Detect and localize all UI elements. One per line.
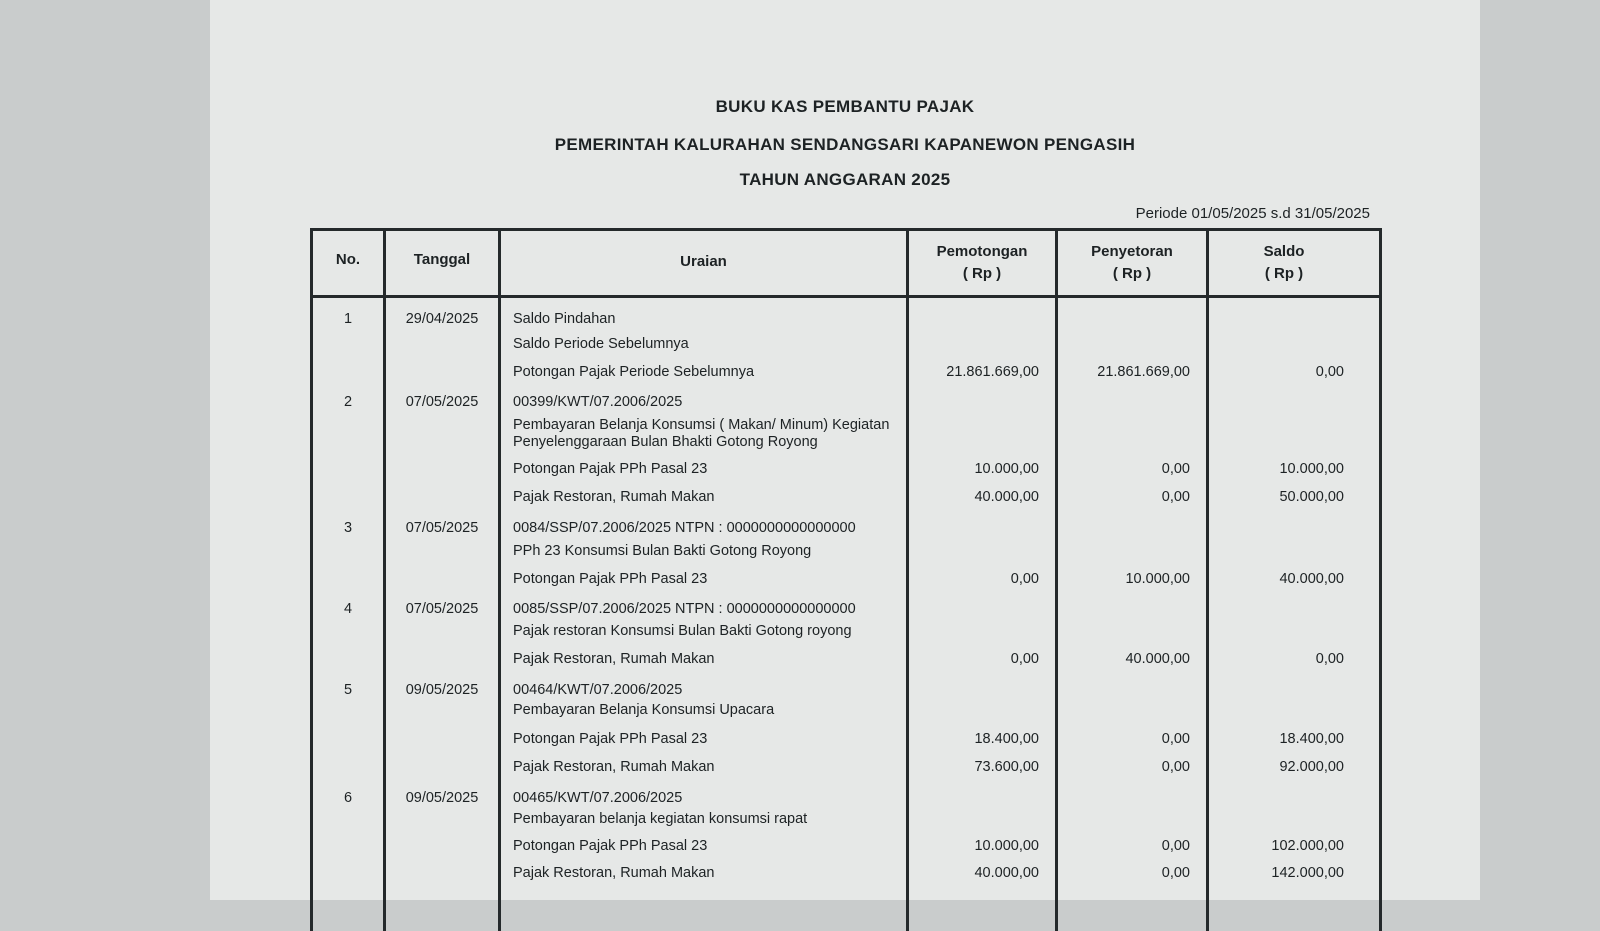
cell-penyetoran: 0,00 bbox=[1161, 838, 1190, 854]
col-header-saldo-unit: ( Rp ) bbox=[1264, 265, 1304, 282]
cell-uraian: 0084/SSP/07.2006/2025 NTPN : 0000000000000000 bbox=[513, 520, 856, 536]
cell-no: 2 bbox=[343, 394, 353, 410]
cell-uraian: 00399/KWT/07.2006/2025 bbox=[513, 394, 683, 410]
cell-uraian: 0085/SSP/07.2006/2025 NTPN : 0000000000000000 bbox=[513, 601, 856, 617]
cell-pemotongan: 0,00 bbox=[1010, 651, 1039, 667]
cell-saldo: 40.000,00 bbox=[1279, 571, 1344, 587]
document-fiscal-year: TAHUN ANGGARAN 2025 bbox=[739, 170, 951, 189]
cell-no: 3 bbox=[343, 520, 353, 536]
col-header-pemotongan-unit: ( Rp ) bbox=[962, 265, 1002, 282]
cell-penyetoran: 0,00 bbox=[1161, 461, 1190, 477]
cell-uraian: Penyelenggaraan Bulan Bhakti Gotong Royong bbox=[513, 434, 818, 450]
cell-pemotongan: 40.000,00 bbox=[974, 865, 1039, 881]
cell-uraian: Potongan Pajak Periode Sebelumnya bbox=[513, 364, 755, 380]
cell-uraian: Pajak Restoran, Rumah Makan bbox=[513, 865, 715, 881]
column-divider bbox=[383, 231, 386, 931]
cell-pemotongan: 21.861.669,00 bbox=[946, 364, 1039, 380]
cell-tanggal: 07/05/2025 bbox=[405, 394, 479, 410]
cell-tanggal: 07/05/2025 bbox=[405, 520, 479, 536]
cell-penyetoran: 0,00 bbox=[1161, 759, 1190, 775]
cell-penyetoran: 21.861.669,00 bbox=[1097, 364, 1190, 380]
cell-uraian: Potongan Pajak PPh Pasal 23 bbox=[513, 838, 708, 854]
document-title: BUKU KAS PEMBANTU PAJAK bbox=[715, 97, 975, 116]
cell-pemotongan: 10.000,00 bbox=[974, 461, 1039, 477]
cell-uraian: 00465/KWT/07.2006/2025 bbox=[513, 790, 683, 806]
document-subtitle: PEMERINTAH KALURAHAN SENDANGSARI KAPANEWON PENGASIH bbox=[554, 135, 1136, 154]
cell-saldo: 50.000,00 bbox=[1279, 489, 1344, 505]
col-header-uraian: Uraian bbox=[680, 253, 727, 270]
col-header-pemotongan: Pemotongan bbox=[936, 243, 1028, 260]
cell-penyetoran: 0,00 bbox=[1161, 865, 1190, 881]
cell-uraian: Pajak Restoran, Rumah Makan bbox=[513, 651, 715, 667]
cell-penyetoran: 0,00 bbox=[1161, 731, 1190, 747]
cell-saldo: 92.000,00 bbox=[1279, 759, 1344, 775]
cell-pemotongan: 18.400,00 bbox=[974, 731, 1039, 747]
cell-saldo: 0,00 bbox=[1315, 651, 1344, 667]
col-header-tanggal: Tanggal bbox=[413, 251, 471, 268]
cell-saldo: 102.000,00 bbox=[1271, 838, 1344, 854]
col-header-saldo: Saldo bbox=[1263, 243, 1305, 260]
cell-uraian: PPh 23 Konsumsi Bulan Bakti Gotong Royong bbox=[513, 543, 812, 559]
cell-saldo: 0,00 bbox=[1315, 364, 1344, 380]
cell-uraian: Saldo Pindahan bbox=[513, 311, 616, 327]
cell-uraian: Pembayaran Belanja Konsumsi ( Makan/ Minum) Kegiatan bbox=[513, 417, 890, 433]
cell-no: 4 bbox=[343, 601, 353, 617]
cell-saldo: 18.400,00 bbox=[1279, 731, 1344, 747]
cell-penyetoran: 40.000,00 bbox=[1125, 651, 1190, 667]
period-label: Periode 01/05/2025 s.d 31/05/2025 bbox=[1135, 205, 1370, 222]
cell-tanggal: 09/05/2025 bbox=[405, 682, 479, 698]
table-header bbox=[313, 231, 1379, 298]
col-header-penyetoran-unit: ( Rp ) bbox=[1112, 265, 1152, 282]
cell-penyetoran: 0,00 bbox=[1161, 489, 1190, 505]
cell-uraian: Potongan Pajak PPh Pasal 23 bbox=[513, 571, 708, 587]
cell-uraian: Pajak restoran Konsumsi Bulan Bakti Gotong royong bbox=[513, 623, 852, 639]
col-header-penyetoran: Penyetoran bbox=[1091, 243, 1173, 260]
cell-pemotongan: 0,00 bbox=[1010, 571, 1039, 587]
tax-ledger-table bbox=[310, 228, 1382, 931]
cell-saldo: 10.000,00 bbox=[1279, 461, 1344, 477]
cell-uraian: Pembayaran belanja kegiatan konsumsi rapat bbox=[513, 811, 808, 827]
cell-uraian: Pembayaran Belanja Konsumsi Upacara bbox=[513, 702, 775, 718]
cell-uraian: Potongan Pajak PPh Pasal 23 bbox=[513, 461, 708, 477]
cell-tanggal: 07/05/2025 bbox=[405, 601, 479, 617]
cell-tanggal: 29/04/2025 bbox=[405, 311, 479, 327]
cell-pemotongan: 73.600,00 bbox=[974, 759, 1039, 775]
cell-tanggal: 09/05/2025 bbox=[405, 790, 479, 806]
cell-uraian: Potongan Pajak PPh Pasal 23 bbox=[513, 731, 708, 747]
cell-saldo: 142.000,00 bbox=[1271, 865, 1344, 881]
cell-uraian: Pajak Restoran, Rumah Makan bbox=[513, 489, 715, 505]
column-divider bbox=[498, 231, 501, 931]
cell-penyetoran: 10.000,00 bbox=[1125, 571, 1190, 587]
cell-no: 1 bbox=[343, 311, 353, 327]
document-sheet bbox=[210, 0, 1480, 900]
cell-no: 6 bbox=[343, 790, 353, 806]
cell-pemotongan: 10.000,00 bbox=[974, 838, 1039, 854]
cell-pemotongan: 40.000,00 bbox=[974, 489, 1039, 505]
cell-uraian: Saldo Periode Sebelumnya bbox=[513, 336, 689, 352]
cell-uraian: Pajak Restoran, Rumah Makan bbox=[513, 759, 715, 775]
cell-uraian: 00464/KWT/07.2006/2025 bbox=[513, 682, 683, 698]
cell-no: 5 bbox=[343, 682, 353, 698]
col-header-no: No. bbox=[335, 251, 361, 268]
